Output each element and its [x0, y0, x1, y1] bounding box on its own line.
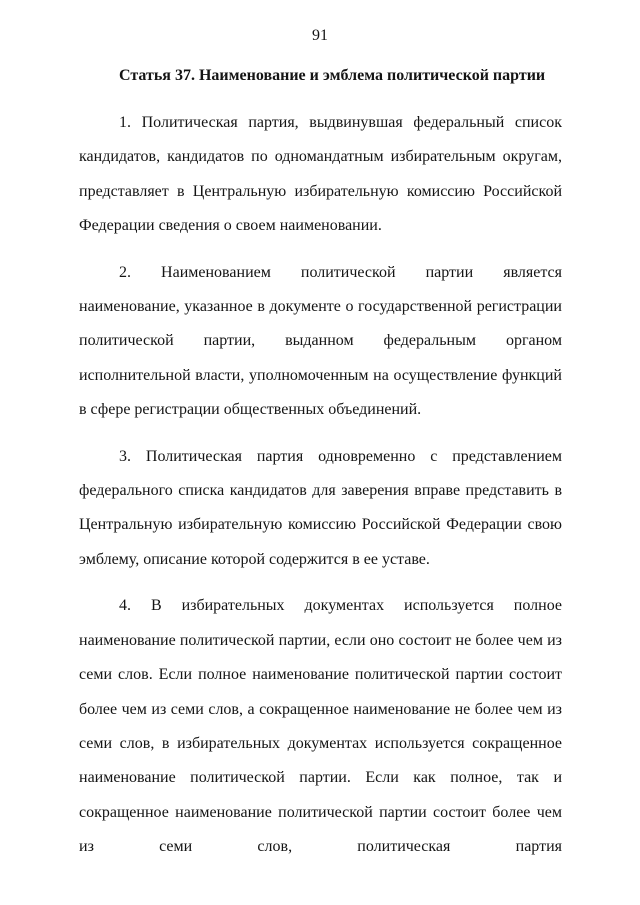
page-number: 91: [312, 27, 328, 44]
article-body: [79, 61, 562, 865]
paragraph-4: 4. В избирательных документах используется полное наименование политической партии, если оно состоит не более чем из семи слов. Если полное наименование политической партии состоит более чем из семи слов, а сокращенное наименование не более чем из семи слов, в избирательных документах используется сокращенное наименование политической партии. Если как полное, так и сокращенное наименование политической партии состоит более чем из семи слов, политическая партия: [79, 597, 562, 856]
article-title: Наименование и эмблема политической партии: [198, 67, 546, 84]
paragraph-1: 1. Политическая партия, выдвинувшая федеральный список кандидатов, кандидатов по одномандатным избирательным округам, представляет в Центральную избирательную комиссию Российской Федерации сведения о своем наименовании.: [79, 114, 562, 235]
article-label: Статья 37.: [119, 67, 195, 84]
article-heading: [79, 61, 562, 91]
paragraph-2: 2. Наименованием политической партии является наименование, указанное в документе о государственной регистрации политической партии, выданном федеральным органом исполнительной власти, уполномоченным на осуществление функций в сфере регистрации общественных объединений.: [79, 263, 562, 419]
paragraph-3: 3. Политическая партия одновременно с представлением федерального списка кандидатов для заверения вправе представить в Центральную избирательную комиссию Российской Федерации свою эмблему, описание которой содержится в ее уставе.: [79, 447, 562, 568]
